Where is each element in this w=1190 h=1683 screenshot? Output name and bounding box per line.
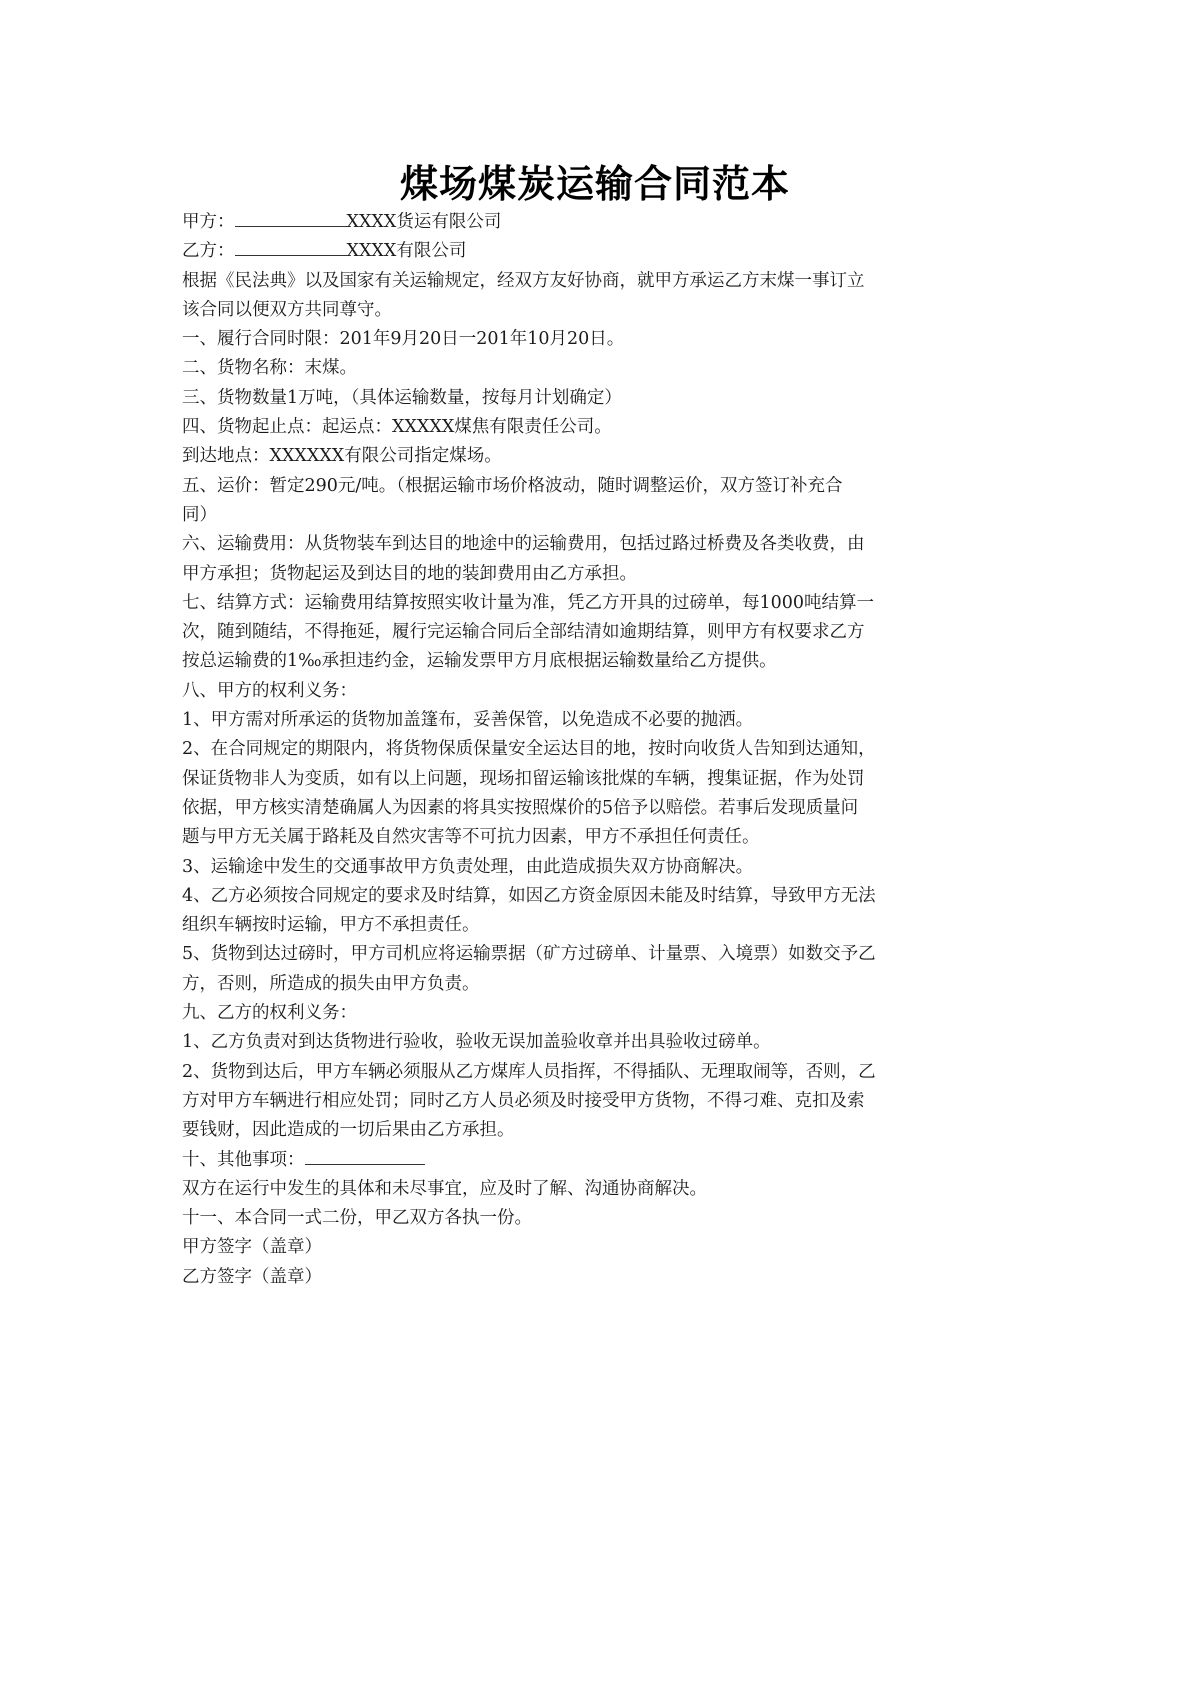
party-b-line [182, 237, 952, 266]
clause-10-other-matters [182, 1146, 952, 1175]
clause-8-item-cont: 保证货物非人为变质，如有以上问题，现场扣留运输该批煤的车辆，搜集证据，作为处罚 [182, 768, 865, 789]
clause-8-item: 4、乙方必须按合同规定的要求及时结算，如因乙方资金原因未能及时结算，导致甲方无法 [182, 885, 876, 906]
body-line: 根据《民法典》以及国家有关运输规定，经双方友好协商，就甲方承运乙方末煤一事订立 [182, 270, 865, 291]
clause-8-item-cont: 依据，甲方核实清楚确属人为因素的将具实按照煤价的5倍予以赔偿。若事后发现质量问 [182, 797, 859, 818]
clause-3-quantity: 三、货物数量1万吨，（具体运输数量，按每月计划确定） [182, 387, 622, 408]
clause-5-price-cont: 同） [182, 504, 217, 525]
clause-7-settlement: 七、结算方式：运输费用结算按照实收计量为准，凭乙方开具的过磅单，每1000吨结算一 [182, 592, 875, 613]
clause-9-item: 1、乙方负责对到达货物进行验收，验收无误加盖验收章并出具验收过磅单。 [182, 1032, 771, 1053]
clause-9-item-cont: 方对甲方车辆进行相应处罚；同时乙方人员必须及时接受甲方货物，不得刁难、克扣及索 [182, 1090, 865, 1111]
party-b-signature: 乙方签字（盖章） [182, 1266, 322, 1287]
clause-8-item-cont: 组织车辆按时运输，甲方不承担责任。 [182, 915, 480, 936]
clause-7-settlement-cont: 按总运输费的1‰承担违约金，运输发票甲方月底根据运输数量给乙方提供。 [182, 651, 777, 672]
contract-body [182, 208, 952, 1292]
clause-8-heading: 八、甲方的权利义务： [182, 680, 357, 701]
clause-2-goods-name: 二、货物名称：末煤。 [182, 358, 357, 379]
clause-4-origin: 四、货物起止点：起运点：XXXXX煤焦有限责任公司。 [182, 417, 612, 438]
party-a-label: 甲方： [182, 212, 235, 232]
clause-5-price: 五、运价：暂定290元/吨。（根据运输市场价格波动，随时调整运价，双方签订补充合 [182, 475, 843, 496]
clause-8-item-cont: 题与甲方无关属于路耗及自然灾害等不可抗力因素，甲方不承担任何责任。 [182, 827, 760, 848]
other-matters-label: 十、其他事项： [182, 1149, 305, 1170]
document-title: 煤场煤炭运输合同范本 [399, 162, 790, 206]
clause-10-text: 双方在运行中发生的具体和未尽事宜，应及时了解、沟通协商解决。 [182, 1178, 707, 1199]
clause-11-copies: 十一、本合同一式二份，甲乙双方各执一份。 [182, 1208, 532, 1229]
party-a-line [182, 208, 952, 237]
clause-8-item: 2、在合同规定的期限内，将货物保质保量安全运达目的地，按时向收货人告知到达通知， [182, 739, 876, 760]
clause-4-destination: 到达地点：XXXXXX有限公司指定煤场。 [182, 446, 502, 467]
clause-8-item-cont: 方，否则，所造成的损失由甲方负责。 [182, 973, 480, 994]
clause-9-item-cont: 要钱财，因此造成的一切后果由乙方承担。 [182, 1120, 515, 1141]
clause-1-term: 一、履行合同时限：201年9月20日一201年10月20日。 [182, 329, 625, 350]
party-a-signature: 甲方签字（盖章） [182, 1237, 322, 1258]
party-a-name: XXXX货运有限公司 [346, 212, 502, 232]
clause-7-settlement-cont: 次，随到随结，不得拖延，履行完运输合同后全部结清如逾期结算，则甲方有权要求乙方 [182, 622, 865, 643]
party-b-name: XXXX有限公司 [346, 241, 467, 262]
clause-9-item: 2、货物到达后，甲方车辆必须服从乙方煤库人员指挥，不得插队、无理取闹等，否则，乙 [182, 1061, 876, 1082]
party-b-label: 乙方： [182, 241, 235, 262]
party-a-blank-field [235, 210, 347, 227]
body-line: 该合同以便双方共同尊守。 [182, 299, 392, 320]
clause-6-costs-cont: 甲方承担；货物起运及到达目的地的装卸费用由乙方承担。 [182, 563, 637, 584]
clause-6-costs: 六、运输费用：从货物装车到达目的地途中的运输费用，包括过路过桥费及各类收费，由 [182, 534, 865, 555]
other-matters-blank-field [305, 1148, 425, 1165]
clause-9-heading: 九、乙方的权利义务： [182, 1003, 357, 1024]
clause-8-item: 3、运输途中发生的交通事故甲方负责处理，由此造成损失双方协商解决。 [182, 856, 754, 877]
party-b-blank-field [235, 239, 347, 256]
clause-8-item: 1、甲方需对所承运的货物加盖篷布，妥善保管，以免造成不必要的抛洒。 [182, 710, 754, 731]
clause-8-item: 5、货物到达过磅时，甲方司机应将运输票据（矿方过磅单、计量票、入境票）如数交予乙 [182, 944, 876, 965]
